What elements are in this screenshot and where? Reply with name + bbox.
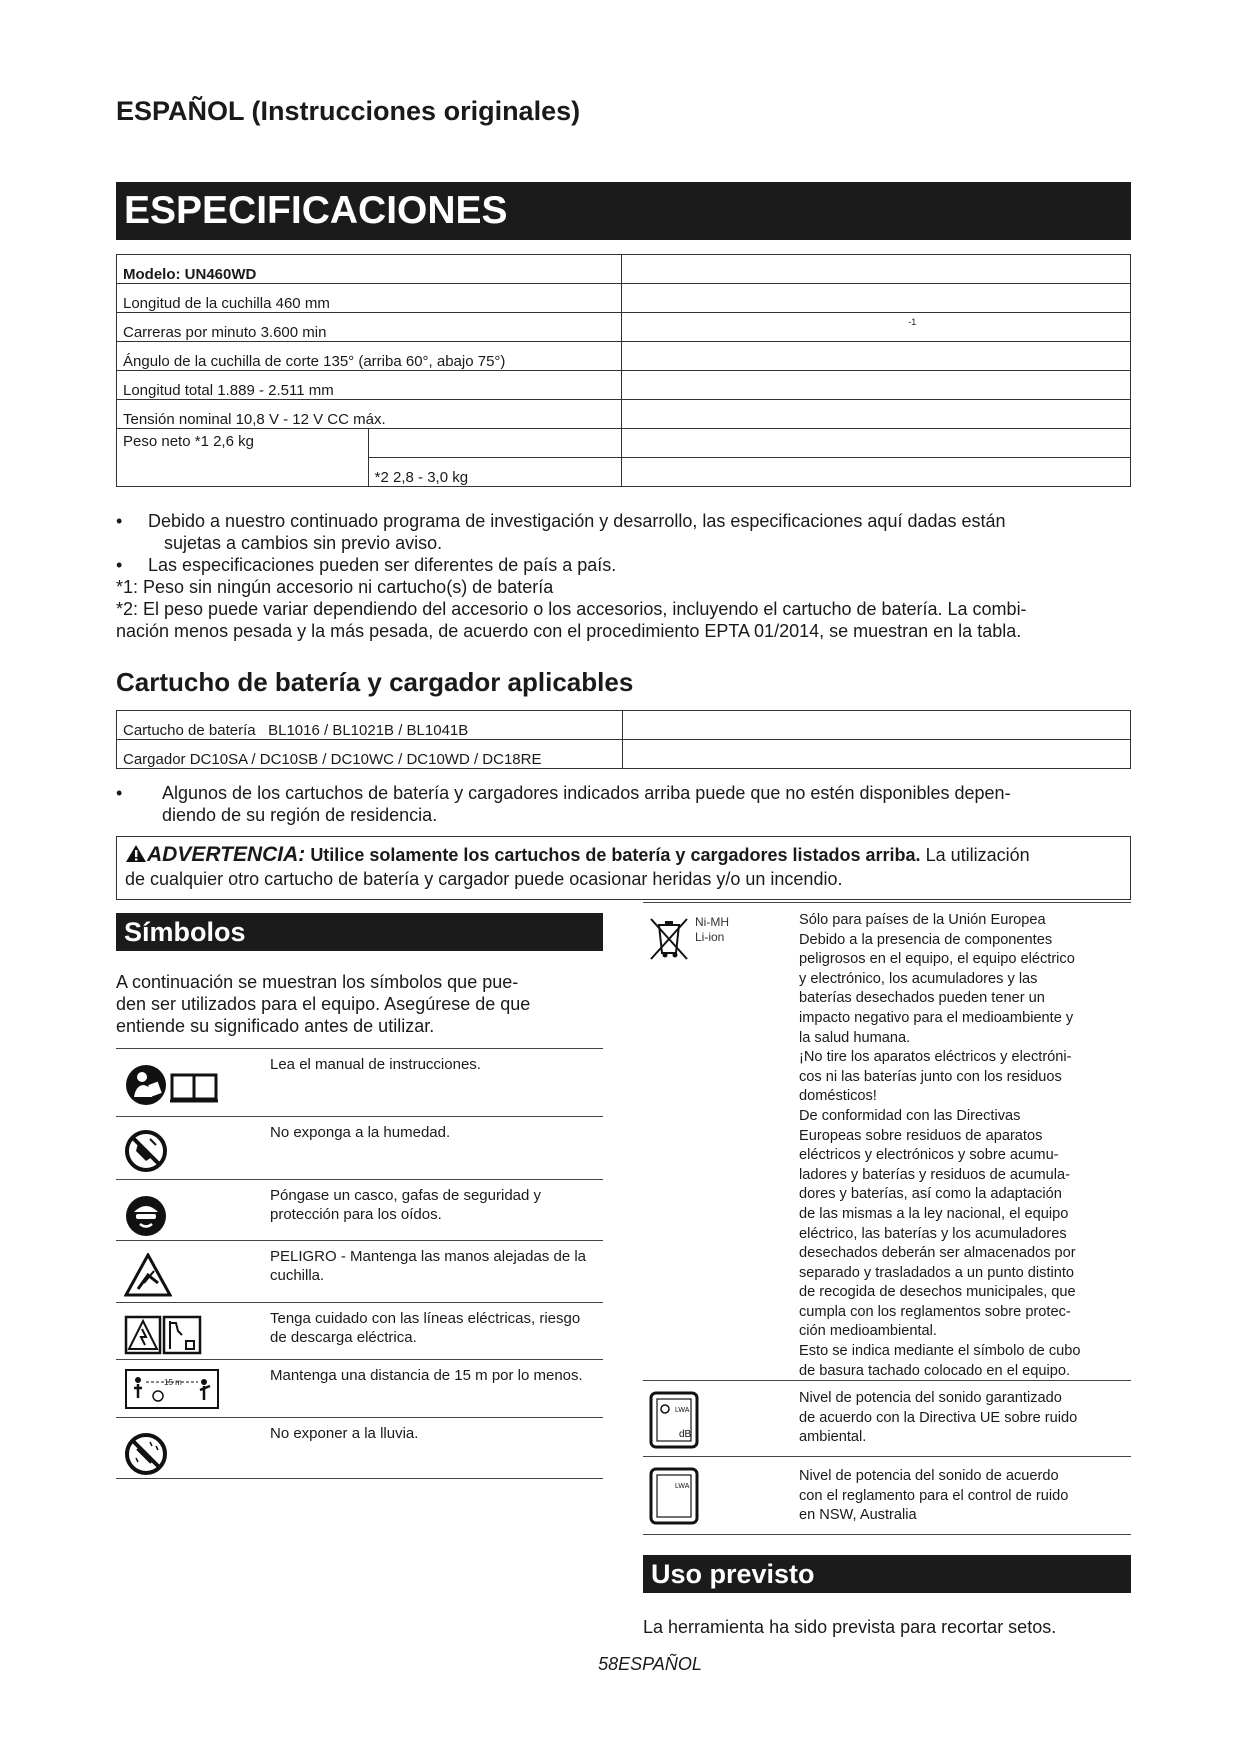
eu-line: baterías desechados pueden tener un	[799, 990, 1045, 1007]
distance-label: 15 m	[164, 1378, 182, 1387]
no-rain-icon	[124, 1432, 168, 1476]
specs-banner: ESPECIFICACIONES	[116, 182, 1131, 240]
spec-note: Las especificaciones pueden ser diferentes de país a país.	[148, 555, 617, 575]
eu-disposal-text	[799, 911, 1129, 1381]
use-banner: Uso previsto	[643, 1555, 1131, 1593]
sound-line: con el reglamento para el control de ruido	[799, 1487, 1069, 1504]
symbol-row	[116, 1179, 603, 1241]
bullet-icon: •	[116, 783, 123, 803]
symbol-text: Tenga cuidado con las líneas eléctricas, riesgo de descarga eléctrica.	[270, 1310, 581, 1346]
bullet-icon: •	[116, 555, 123, 575]
symbol-row	[116, 1359, 603, 1418]
eu-line: domésticos!	[799, 1088, 877, 1105]
symbol-text: No exponga a la humedad.	[270, 1124, 451, 1141]
battery-note	[116, 782, 1136, 826]
warning-bold-text: Utilice solamente los cartuchos de batería y cargadores listados arriba.	[310, 845, 921, 865]
sound-text	[799, 1389, 1129, 1448]
spec-label: Tensión nominal	[123, 411, 232, 428]
bullet-icon: •	[116, 511, 123, 531]
weight-1: *1 2,6 kg	[194, 433, 254, 450]
battery-type-label: Li-ion	[695, 930, 725, 944]
symbol-text: Mantenga una distancia de 15 m por lo menos.	[270, 1367, 583, 1384]
spec-value: 135° (arriba 60°, abajo 75°)	[323, 353, 506, 370]
symbols-intro	[116, 971, 603, 1037]
eu-line: ladores y baterías y residuos de acumula-	[799, 1166, 1070, 1183]
warning-text: La utilización	[925, 845, 1030, 865]
sound-line: ambiental.	[799, 1429, 867, 1446]
eu-line: Esto se indica mediante el símbolo de cubo	[799, 1343, 1081, 1360]
weight-2: *2 2,8 - 3,0 kg	[374, 469, 469, 486]
sound-power-icon	[649, 1391, 699, 1449]
cartridge-value: BL1016 / BL1021B / BL1041B	[268, 722, 469, 739]
spec-note: Debido a nuestro continuado programa de investigación y desarrollo, las especificaciones aquí dadas están	[148, 511, 1006, 531]
eu-line: impacto negativo para el medioambiente y	[799, 1009, 1074, 1026]
eu-line: ción medioambiental.	[799, 1323, 937, 1340]
sound-row	[643, 1380, 1131, 1457]
sound-line: Nivel de potencia del sonido garantizado	[799, 1390, 1062, 1406]
warning-box	[116, 836, 1131, 900]
symbol-text: Póngase un casco, gafas de seguridad y protección para los oídos.	[270, 1187, 542, 1223]
spec-value: 3.600 min	[260, 324, 327, 341]
battery-title: Cartucho de batería y cargador aplicables	[116, 667, 634, 697]
spec-superscript: -1	[908, 317, 917, 327]
spec-label: Ángulo de la cuchilla de corte	[123, 353, 319, 370]
eu-line: de las mismas a la ley nacional, el equipo	[799, 1205, 1069, 1222]
eu-line: eléctrico, las baterías y los acumuladores	[799, 1225, 1067, 1242]
eu-line: dores y baterías, así como la adaptación	[799, 1186, 1062, 1203]
eu-line: eléctricos y electrónicos y sobre acumu-	[799, 1147, 1059, 1164]
crossed-bin-icon	[647, 915, 691, 961]
eu-line: ¡No tire los aparatos eléctricos y electróni-	[799, 1049, 1072, 1066]
battery-type-labels	[695, 915, 729, 945]
spec-table	[116, 254, 1131, 487]
eu-line: separado y trasladados a un punto distinto	[799, 1264, 1075, 1281]
spec-footnote: *2: El peso puede variar dependiendo del accesorio o los accesorios, incluyendo el cartucho de batería. La combi-	[116, 599, 1027, 619]
battery-note-line: diendo de su región de residencia.	[162, 805, 438, 825]
spec-label: Carreras por minuto	[123, 324, 257, 341]
battery-row	[117, 711, 1131, 740]
spec-row	[117, 284, 1131, 313]
weight-label: Peso neto	[123, 433, 191, 450]
battery-table	[116, 710, 1131, 769]
protective-gear-icon	[124, 1194, 168, 1238]
sound-row	[643, 1456, 1131, 1535]
spec-row	[117, 313, 1131, 342]
symbol-text: No exponer a la lluvia.	[270, 1425, 419, 1442]
svg-text:dB: dB	[679, 1429, 692, 1440]
electric-line-icon	[124, 1315, 204, 1355]
charger-value: DC10SA / DC10SB / DC10WC / DC10WD / DC18RE	[189, 751, 542, 768]
use-text: La herramienta ha sido prevista para recortar setos.	[643, 1617, 1057, 1637]
spec-row-weight	[117, 429, 1131, 458]
symbols-intro-line: den ser utilizados para el equipo. Asegúrese de que	[116, 994, 531, 1014]
symbols-banner: Símbolos	[116, 913, 603, 951]
eu-line: Sólo para países de la Unión Europea	[799, 912, 1046, 928]
eu-line: de basura tachado colocado en el equipo.	[799, 1362, 1071, 1379]
spec-value: 460 mm	[275, 295, 330, 312]
lwa-label: LWA	[675, 1407, 690, 1414]
warning-text: de cualquier otro cartucho de batería y cargador puede ocasionar heridas y/o un incendio.	[125, 869, 843, 889]
lwa-label: LWA	[675, 1483, 690, 1490]
symbol-text: Lea el manual de instrucciones.	[270, 1056, 481, 1073]
symbol-row	[116, 1116, 603, 1180]
sound-line: en NSW, Australia	[799, 1507, 917, 1524]
cartridge-label: Cartucho de batería	[123, 722, 256, 739]
symbols-intro-line: A continuación se muestran los símbolos que pue-	[116, 972, 519, 992]
spec-note: sujetas a cambios sin previo aviso.	[164, 533, 443, 553]
spec-footnote: *1: Peso sin ningún accesorio ni cartucho(s) de batería	[116, 577, 554, 597]
eu-line: De conformidad con las Directivas	[799, 1107, 1021, 1124]
eu-disposal-row	[643, 902, 1131, 1381]
symbol-row	[116, 1302, 603, 1360]
model-label: Modelo:	[123, 266, 181, 283]
symbol-row	[116, 1417, 603, 1479]
model-value: UN460WD	[184, 266, 257, 283]
spec-notes	[116, 510, 1136, 642]
no-moisture-icon	[124, 1129, 168, 1173]
eu-line: cos ni las baterías junto con los residuos	[799, 1068, 1062, 1085]
spec-row-model	[117, 255, 1131, 284]
warning-heading: ADVERTENCIA:	[147, 843, 306, 866]
eu-line: la salud humana.	[799, 1029, 911, 1046]
distance-15m-icon	[124, 1368, 220, 1410]
sound-power-nsw-icon	[649, 1467, 699, 1525]
battery-type-label: Ni-MH	[695, 915, 729, 929]
spec-row	[117, 342, 1131, 371]
spec-footnote: nación menos pesada y la más pesada, de acuerdo con el procedimiento EPTA 01/2014, se muestran en la tabla.	[116, 621, 1022, 641]
symbol-row	[116, 1240, 603, 1303]
symbol-row	[116, 1048, 603, 1117]
charger-row	[117, 740, 1131, 769]
symbol-text: PELIGRO - Mantenga las manos alejadas de la cuchilla.	[270, 1248, 587, 1284]
read-manual-icon	[124, 1063, 220, 1107]
sound-text	[799, 1467, 1129, 1526]
spec-row	[117, 371, 1131, 400]
spec-value: 10,8 V - 12 V CC máx.	[235, 411, 386, 428]
eu-line: peligrosos en el equipo, el equipo eléctrico	[799, 951, 1075, 968]
eu-line: Debido a la presencia de componentes	[799, 931, 1053, 948]
eu-line: desechados deberán ser almacenados por	[799, 1245, 1076, 1262]
sound-line: Nivel de potencia del sonido de acuerdo	[799, 1468, 1059, 1484]
eu-line: de recogida de desechos municipales, que	[799, 1284, 1076, 1301]
battery-note-line: Algunos de los cartuchos de batería y cargadores indicados arriba puede que no estén disponibles depen-	[162, 783, 1011, 803]
symbols-intro-line: entiende su significado antes de utilizar.	[116, 1016, 435, 1036]
eu-line: y electrónico, los acumuladores y las	[799, 970, 1038, 987]
charger-label: Cargador	[123, 751, 186, 768]
spec-value: 1.889 - 2.511 mm	[217, 382, 334, 399]
spec-label: Longitud total	[123, 382, 214, 399]
spec-row	[117, 400, 1131, 429]
eu-line: cumpla con los reglamentos sobre protec-	[799, 1303, 1071, 1320]
warning-triangle-icon	[125, 844, 147, 863]
spec-label: Longitud de la cuchilla	[123, 295, 272, 312]
language-title: ESPAÑOL (Instrucciones originales)	[116, 96, 581, 126]
danger-hand-blade-icon	[124, 1253, 172, 1297]
sound-line: de acuerdo con la Directiva UE sobre ruido	[799, 1409, 1078, 1426]
eu-line: Europeas sobre residuos de aparatos	[799, 1127, 1043, 1144]
page-footer: 58ESPAÑOL	[598, 1654, 702, 1674]
